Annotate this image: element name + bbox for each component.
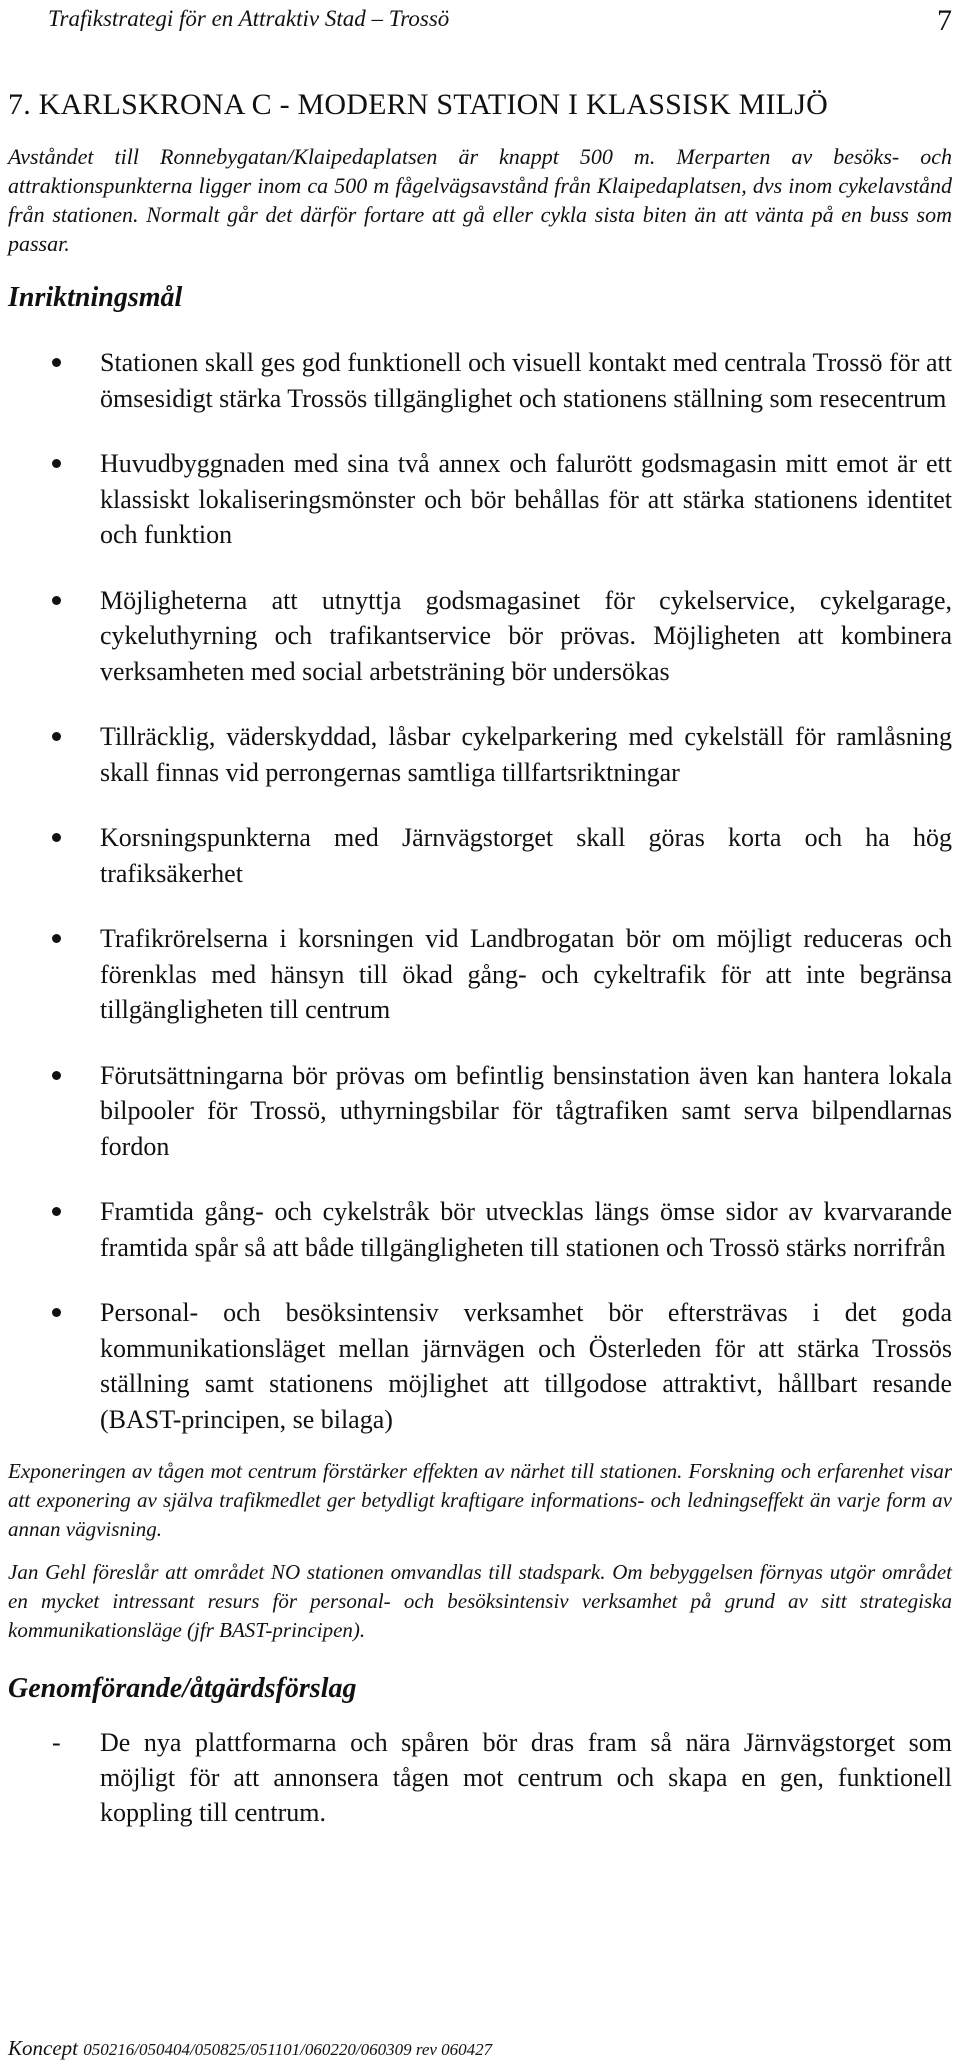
page-header — [8, 4, 952, 44]
list-item — [8, 1295, 952, 1437]
page-number: 7 — [937, 4, 952, 37]
exposure-paragraph: Exponeringen av tågen mot centrum förstärker effekten av närhet till stationen. Forskning och erfarenhet visar att exponering av själva trafikmedlet ger betydligt kraftigare informations- och ledningseffekt än varje form av annan vägvisning. — [8, 1459, 952, 1541]
list-item — [8, 1725, 952, 1830]
list-item — [8, 1194, 952, 1265]
list-item — [8, 446, 952, 553]
list-item-text: Förutsättningarna bör prövas om befintlig bensinstation även kan hantera lokala bilpooler för Trossö, uthyrningsbilar för tågtrafiken samt serva bilpendlarnas fordon — [100, 1060, 952, 1161]
list-item-text: Tillräcklig, väderskyddad, låsbar cykelparkering med cykelställ för ramlåsning skall finnas vid perrongernas samtliga tillfartsriktningar — [100, 722, 952, 787]
goals-list — [8, 345, 952, 1467]
list-item — [8, 719, 952, 790]
gehl-paragraph: Jan Gehl föreslår att området NO stationen omvandlas till stadspark. Om bebyggelsen förnyas utgör området en mycket intressant resurs för personal- och besöksintensiv verksamhet på grund av sitt strategiska kommunikationsläge (jfr BAST-principen). — [8, 1560, 952, 1642]
implementation-list — [8, 1725, 952, 1830]
bullet-icon — [52, 732, 61, 741]
list-item-text: Personal- och besöksintensiv verksamhet bör eftersträvas i det goda kommunikationsläget mellan järnvägen och Österleden för att stärka Trossös ställning samt stationens möjlighet att tillgodose attraktivt, hållbart resande (BAST-principen, se bilaga) — [100, 1298, 952, 1434]
list-item — [8, 345, 952, 416]
list-item — [8, 583, 952, 690]
section-heading: 7. KARLSKRONA C - MODERN STATION I KLASSISK MILJÖ — [8, 88, 828, 121]
bullet-icon — [52, 1071, 61, 1080]
document-page — [8, 0, 952, 2070]
bullet-icon — [52, 596, 61, 605]
goals-heading: Inriktningsmål — [8, 282, 183, 313]
implementation-heading: Genomförande/åtgärdsförslag — [8, 1673, 357, 1704]
bullet-icon — [52, 1207, 61, 1216]
bullet-icon — [52, 1308, 61, 1317]
list-item-text: De nya plattformarna och spåren bör dras fram så nära Järnvägstorget som möjligt för att annonsera tågen mot centrum och skapa en gen, funktionell koppling till centrum. — [100, 1728, 952, 1827]
list-item — [8, 1058, 952, 1165]
list-item-text: Korsningspunkterna med Järnvägstorget skall göras korta och ha hög trafiksäkerhet — [100, 823, 952, 888]
bullet-icon — [52, 459, 61, 468]
list-item — [8, 820, 952, 891]
page-footer — [8, 2036, 492, 2061]
list-item — [8, 921, 952, 1028]
dash-icon: - — [52, 1728, 61, 1757]
list-item-text: Huvudbyggnaden med sina två annex och falurött godsmagasin mitt emot är ett klassiskt lokaliseringsmönster och bör behållas för att stärka stationens identitet och funktion — [100, 449, 952, 549]
footer-label: Koncept — [8, 2036, 78, 2060]
list-item-text: Trafikrörelserna i korsningen vid Landbrogatan bör om möjligt reduceras och förenklas med hänsyn till ökad gång- och cykeltrafik för att inte begränsa tillgängligheten till centrum — [100, 924, 952, 1024]
running-title: Trafikstrategi för en Attraktiv Stad – Trossö — [48, 6, 450, 31]
list-item-text: Framtida gång- och cykelstråk bör utvecklas längs ömse sidor av kvarvarande framtida spår så att både tillgängligheten till stationen och Trossö stärks norrifrån — [100, 1197, 952, 1262]
list-item-text: Möjligheterna att utnyttja godsmagasinet för cykelservice, cykelgarage, cykeluthyrning och trafikantservice bör prövas. Möjligheten att kombinera verksamheten med social arbetsträning bör undersökas — [100, 585, 952, 686]
list-item-text: Stationen skall ges god funktionell och visuell kontakt med centrala Trossö för att ömsesidigt stärka Trossös tillgänglighet och stationens ställning som resecentrum — [100, 348, 952, 413]
bullet-icon — [52, 833, 61, 842]
footer-revisions: 050216/050404/050825/051101/060220/060309 rev 060427 — [83, 2040, 493, 2059]
intro-paragraph: Avståndet till Ronnebygatan/Klaipedaplatsen är knappt 500 m. Merparten av besöks- och attraktionspunkterna ligger inom ca 500 m fågelvägsavstånd från Klaipedaplatsen, dvs inom cykelavstånd från stationen. Normalt går det därför fortare att gå eller cykla sista biten än att vänta på en buss som passar. — [8, 144, 952, 256]
bullet-icon — [52, 934, 61, 943]
bullet-icon — [52, 358, 61, 367]
